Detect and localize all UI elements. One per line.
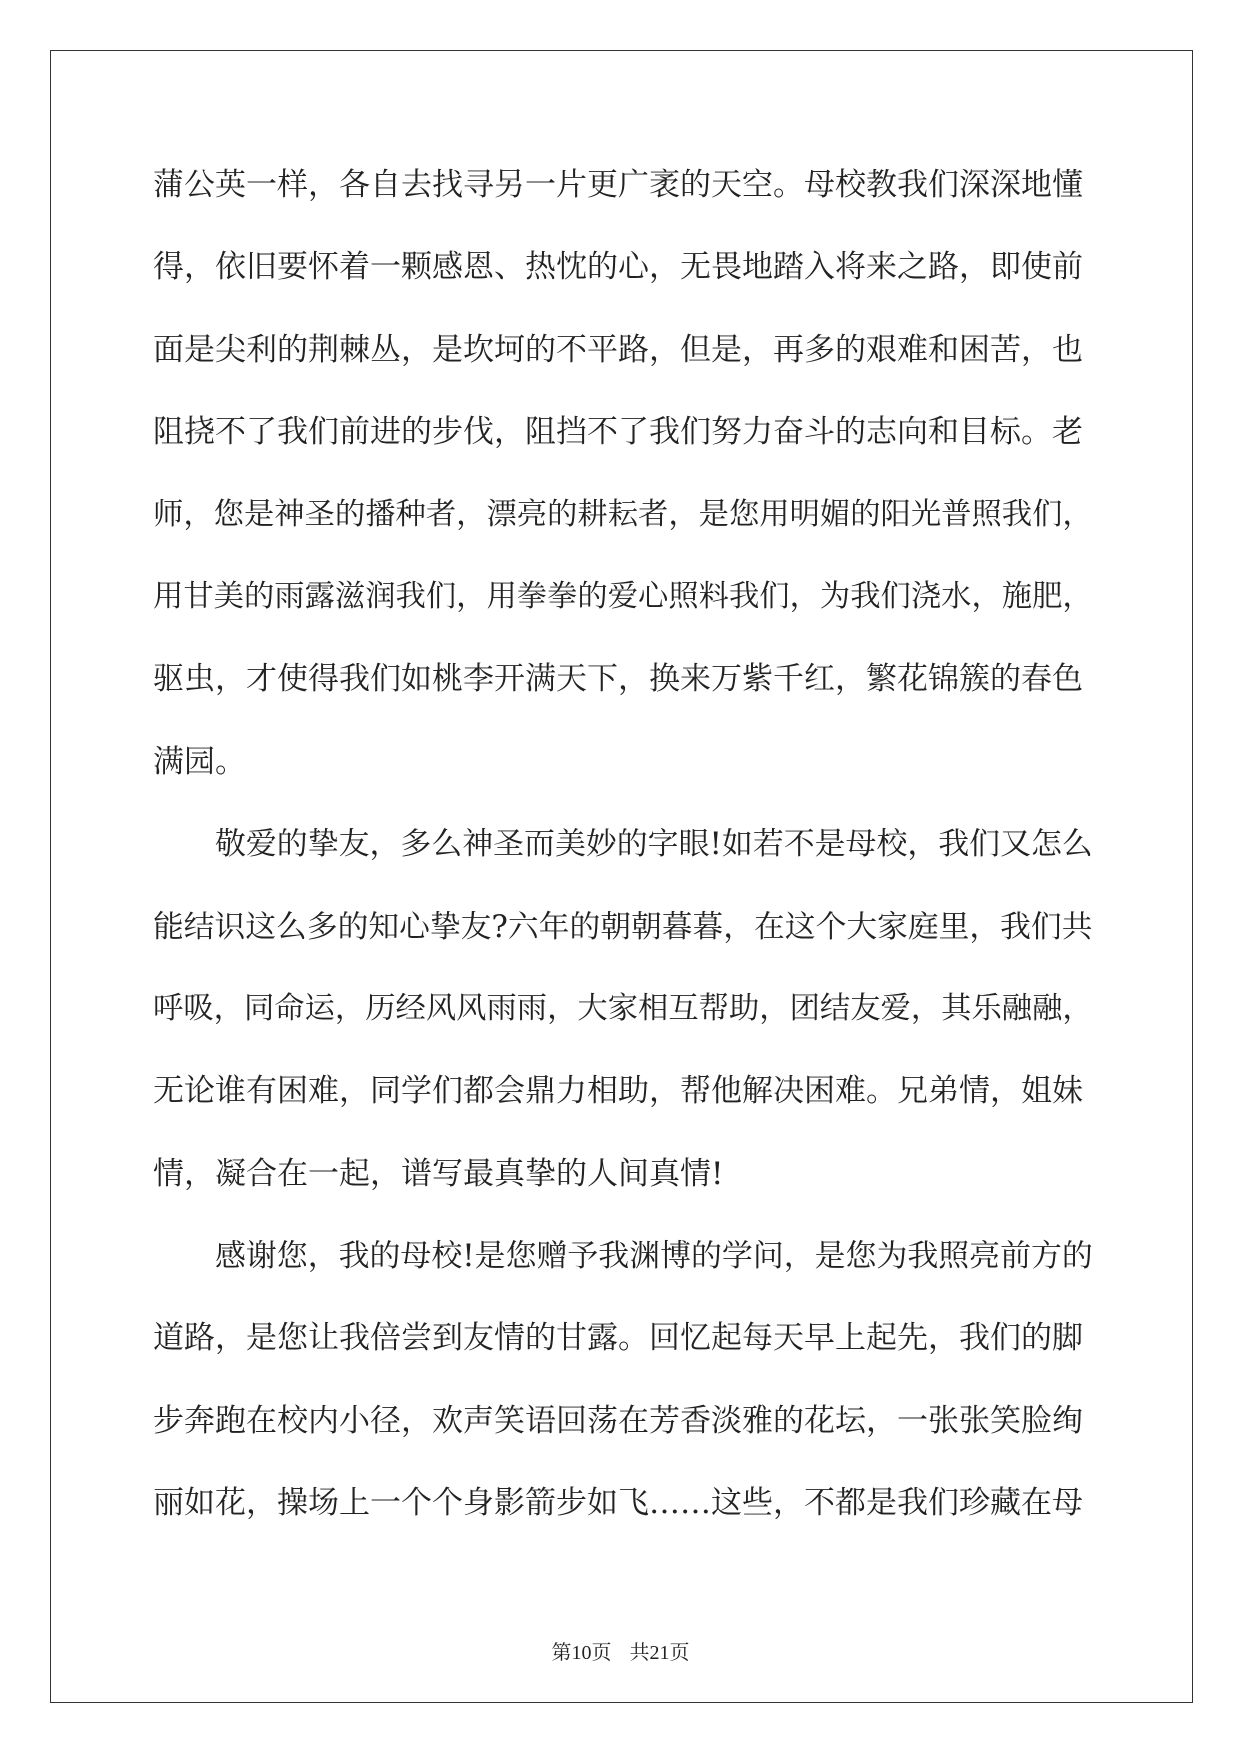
- text-line: 得，依旧要怀着一颗感恩、热忱的心，无畏地踏入将来之路，即使前: [153, 249, 1083, 286]
- page-number: 10: [571, 1642, 592, 1664]
- text-line: 面是尖利的荆棘丛，是坎坷的不平路，但是，再多的艰难和困苦，也: [153, 331, 1083, 368]
- total-prefix: 共: [629, 1640, 650, 1664]
- text-line: 师，您是神圣的播种者，漂亮的耕耘者，是您用明媚的阳光普照我们，: [153, 496, 1093, 532]
- text-line: 用甘美的雨露滋润我们，用拳拳的爱心照料我们，为我们浇水，施肥，: [153, 578, 1093, 614]
- text-line: 能结识这么多的知心挚友?六年的朝朝暮暮，在这个大家庭里，我们共: [153, 908, 1093, 945]
- total-suffix: 页: [669, 1640, 690, 1664]
- text-line: 步奔跑在校内小径，欢声笑语回荡在芳香淡雅的花坛，一张张笑脸绚: [153, 1402, 1083, 1439]
- page-footer: [0, 1636, 1241, 1665]
- document-body: [153, 163, 1093, 1564]
- page-prefix: 第: [551, 1640, 572, 1664]
- text-line: 无论谁有困难，同学们都会鼎力相助，帮他解决困难。兄弟情，姐妹: [153, 1073, 1083, 1110]
- text-line: 情，凝合在一起，谱写最真挚的人间真情!: [153, 1155, 724, 1192]
- text-line: 呼吸，同命运，历经风风雨雨，大家相互帮助，团结友爱，其乐融融，: [153, 990, 1093, 1026]
- total-pages: 21: [649, 1642, 670, 1664]
- text-line: 蒲公英一样，各自去找寻另一片更广袤的天空。母校教我们深深地懂: [153, 167, 1083, 203]
- text-line: 阻挠不了我们前进的步伐，阻挡不了我们努力奋斗的志向和目标。老: [153, 414, 1083, 451]
- paragraph-start-line: 感谢您，我的母校!是您赠予我渊博的学问，是您为我照亮前方的: [215, 1238, 1093, 1275]
- text-line: 丽如花，操场上一个个身影箭步如飞……这些，不都是我们珍藏在母: [153, 1485, 1083, 1522]
- text-line: 驱虫，才使得我们如桃李开满天下，换来万紫千红，繁花锦簇的春色: [153, 661, 1083, 698]
- paragraph-start-line: 敬爱的挚友，多么神圣而美妙的字眼!如若不是母校，我们又怎么: [215, 826, 1093, 863]
- text-line: 满园。: [153, 743, 246, 780]
- text-line: 道路，是您让我倍尝到友情的甘露。回忆起每天早上起先，我们的脚: [153, 1320, 1083, 1357]
- page-suffix: 页: [591, 1640, 612, 1664]
